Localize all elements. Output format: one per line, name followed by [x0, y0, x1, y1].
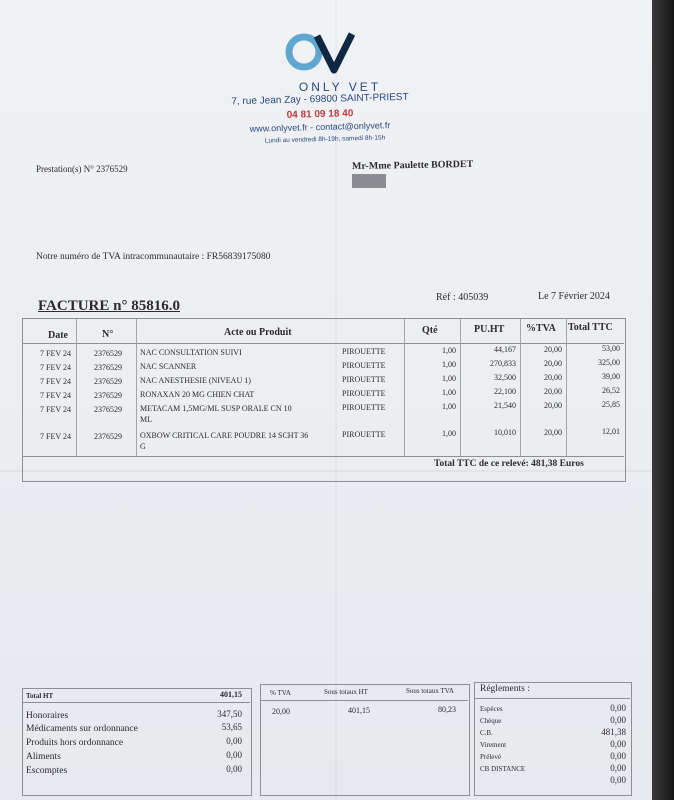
row-price: 270,833: [490, 359, 516, 368]
address: 7, rue Jean Zay - 69800 SAINT-PRIEST: [231, 91, 409, 108]
payment-value: 0,00: [610, 739, 626, 749]
col-header-number: N°: [102, 329, 114, 340]
col-divider: [404, 319, 405, 456]
col-header-unit-price: PU.HT: [474, 324, 505, 335]
summary-label: Produits hors ordonnance: [26, 738, 124, 748]
vat-number: Notre numéro de TVA intracommunautaire : FR56839175080: [36, 252, 271, 262]
row-item: NAC CONSULTATION SUIVI: [140, 348, 242, 357]
row-qty: 1,00: [442, 429, 456, 438]
col-header-qty: Qté: [422, 325, 438, 336]
summary-divider: [22, 702, 250, 703]
row-animal: PIROUETTE: [342, 375, 386, 384]
payment-label: C.B.: [480, 729, 493, 737]
vat-rate: 20,00: [272, 707, 290, 716]
row-item-continued: ML: [140, 415, 152, 424]
row-animal: PIROUETTE: [342, 361, 386, 370]
row-item-continued: G: [140, 442, 146, 451]
client-name: Mr-Mme Paulette BORDET: [351, 158, 474, 173]
row-qty: 1,00: [442, 388, 456, 397]
row-vat: 20,00: [544, 387, 562, 396]
row-total: 12,01: [602, 427, 620, 436]
col-header-total: Total TTC: [568, 322, 613, 333]
row-vat: 20,00: [544, 359, 562, 368]
summary-label: Honoraires: [26, 711, 69, 721]
payment-value: 0,00: [610, 763, 626, 773]
payments-title: Réglements :: [480, 684, 530, 694]
row-price: 22,100: [494, 387, 516, 396]
summary-value: 347,50: [217, 709, 242, 719]
summary-label: Médicaments sur ordonnance: [26, 724, 138, 734]
row-number: 2376529: [94, 432, 122, 441]
prestation-number: Prestation(s) N° 2376529: [36, 164, 128, 174]
row-qty: 1,00: [442, 346, 456, 355]
row-number: 2376529: [94, 349, 122, 358]
row-total: 325,00: [598, 358, 620, 367]
payment-label: Chèque: [480, 717, 502, 725]
row-vat: 20,00: [544, 428, 562, 437]
row-animal: PIROUETTE: [342, 430, 386, 439]
summary-value: 53,65: [221, 722, 242, 732]
row-animal: PIROUETTE: [342, 403, 386, 412]
row-date: 7 FEV 24: [40, 391, 71, 400]
row-number: 2376529: [94, 363, 122, 372]
col-divider: [76, 319, 77, 456]
table-background: [652, 0, 674, 800]
row-qty: 1,00: [442, 360, 456, 369]
grand-total: Total TTC de ce relevé: 481,38 Euros: [434, 459, 584, 469]
row-item: OXBOW CRITICAL CARE POUDRE 14 SCHT 36: [140, 431, 309, 440]
summary-value: 0,00: [226, 750, 242, 760]
invoice-title: FACTURE n° 85816.0: [38, 298, 180, 314]
row-number: 2376529: [94, 391, 122, 400]
brand-name: ONLY VET: [298, 80, 382, 94]
summary-value: 0,00: [226, 764, 242, 774]
row-item: RONAXAN 20 MG CHIEN CHAT: [140, 390, 255, 399]
vat-col-ht: Sous totaux HT: [324, 688, 368, 696]
row-price: 32,500: [494, 373, 516, 382]
row-total: 25,85: [602, 400, 620, 409]
row-number: 2376529: [94, 405, 122, 414]
table-footer-divider: [22, 456, 624, 457]
vat-ht: 401,15: [348, 706, 370, 715]
summary-label: Aliments: [26, 752, 61, 762]
col-header-date: Date: [48, 330, 68, 341]
payment-label: Prélevé: [480, 753, 501, 761]
row-date: 7 FEV 24: [40, 377, 71, 386]
row-vat: 20,00: [544, 401, 562, 410]
payment-label: Espèces: [480, 705, 503, 713]
row-date: 7 FEV 24: [40, 432, 71, 441]
invoice-ref: Réf : 405039: [436, 292, 489, 303]
row-item: METACAM 1,5MG/ML SUSP ORALE CN 10: [140, 404, 292, 413]
row-price: 44,167: [494, 345, 516, 354]
col-header-item: Acte ou Produit: [224, 327, 292, 338]
vat-col-rate: % TVA: [270, 689, 291, 697]
web-contact: www.onlyvet.fr - contact@onlyvet.fr: [249, 120, 391, 134]
payment-value: 0,00: [610, 775, 626, 785]
vat-box-divider: [260, 700, 468, 701]
row-price: 21,540: [494, 401, 516, 410]
vat-tva: 80,23: [438, 705, 456, 714]
row-total: 39,00: [602, 372, 620, 381]
row-date: 7 FEV 24: [40, 349, 71, 358]
row-total: 26,52: [602, 386, 620, 395]
phone: 04 81 09 18 40: [286, 108, 354, 121]
col-divider: [136, 319, 137, 456]
row-price: 10,010: [494, 428, 516, 437]
payment-value: 0,00: [610, 703, 626, 713]
row-vat: 20,00: [544, 373, 562, 382]
col-divider: [566, 319, 567, 456]
row-animal: PIROUETTE: [342, 389, 386, 398]
row-number: 2376529: [94, 377, 122, 386]
total-ht-value: 401,15: [220, 690, 242, 699]
col-divider: [460, 319, 461, 456]
onlyvet-logo-icon: [284, 30, 356, 74]
row-total: 53,00: [602, 344, 620, 353]
row-item: NAC SCANNER: [140, 362, 197, 371]
row-qty: 1,00: [442, 374, 456, 383]
row-date: 7 FEV 24: [40, 405, 71, 414]
payment-value: 0,00: [610, 715, 626, 725]
row-vat: 20,00: [544, 345, 562, 354]
payment-label: CB DISTANCE: [480, 765, 526, 773]
summary-label: Escomptes: [26, 766, 68, 776]
table-header-divider: [22, 343, 624, 344]
payment-label: Virement: [480, 741, 507, 749]
row-qty: 1,00: [442, 402, 456, 411]
col-divider: [520, 319, 521, 456]
row-animal: PIROUETTE: [342, 347, 386, 356]
payments-divider: [474, 698, 630, 699]
row-date: 7 FEV 24: [40, 363, 71, 372]
payment-value: 0,00: [610, 751, 626, 761]
total-ht-label: Total HT: [26, 692, 54, 700]
opening-hours: Lundi au vendredi 8h-19h, samedi 8h-15h: [264, 134, 386, 145]
col-header-vat: %TVA: [526, 323, 556, 334]
redacted-address: [352, 174, 386, 188]
row-item: NAC ANESTHESIE (NIVEAU 1): [140, 376, 251, 385]
payment-value: 481,38: [601, 727, 626, 737]
invoice-date: Le 7 Février 2024: [538, 291, 610, 302]
summary-value: 0,00: [226, 736, 242, 746]
vat-col-tva: Sous totaux TVA: [406, 687, 454, 695]
